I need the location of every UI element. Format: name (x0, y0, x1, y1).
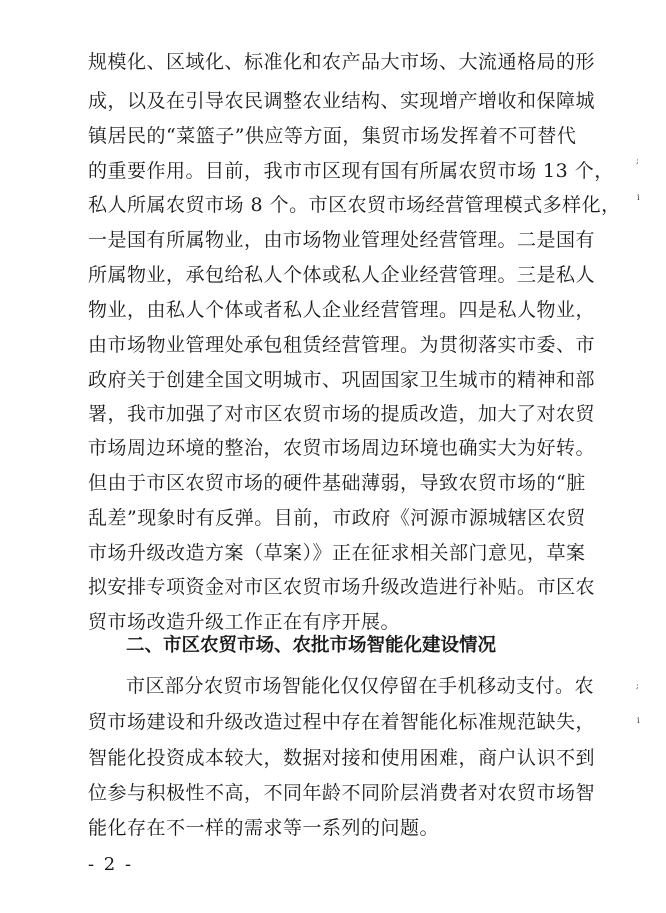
scan-mark: i (637, 716, 640, 725)
text-line: 乱差”现象时有反弹。目前，市政府《河源市源城辖区农贸 (88, 507, 586, 529)
text-line: 规模化、区域化、标准化和农产品大市场、大流通格局的形 (88, 51, 596, 73)
text-line: 物业，由私人个体或者私人企业经营管理。四是私人物业， (88, 299, 596, 321)
scan-mark: ; (636, 681, 639, 690)
text-line: 的重要作用。目前，我市市区现有国有所属农贸市场 13 个， (88, 160, 614, 182)
section-heading: 二、市区农贸市场、农批市场智能化建设情况 (126, 635, 497, 656)
text-line: 成，以及在引导农民调整农业结构、实现增产增收和保障城 (88, 90, 596, 112)
text-line: 市场周边环境的整治，农贸市场周边环境也确实大为好转。 (88, 437, 596, 459)
text-line: 政府关于创建全国文明城市、巩固国家卫生城市的精神和部 (88, 369, 596, 391)
text-line: 拟安排专项资金对市区农贸市场升级改造进行补贴。市区农 (88, 576, 596, 598)
text-line: 私人所属农贸市场 8 个。市区农贸市场经营管理模式多样化， (88, 194, 621, 216)
text-line: 市区部分农贸市场智能化仅仅停留在手机移动支付。农 (126, 675, 595, 697)
text-line: 所属物业，承包给私人个体或私人企业经营管理。三是私人 (88, 264, 596, 286)
text-line: 贸市场改造升级工作正在有序开展。 (88, 611, 401, 633)
text-line: 能化存在不一样的需求等一系列的问题。 (88, 817, 440, 839)
scan-mark: ; (636, 156, 639, 165)
scan-mark: i (637, 193, 640, 202)
text-line: 市场升级改造方案（草案）》正在征求相关部门意见，草案 (88, 542, 586, 564)
text-line: 由市场物业管理处承包租赁经营管理。为贯彻落实市委、市 (88, 334, 596, 356)
text-line: 贸市场建设和升级改造过程中存在着智能化标准规范缺失， (88, 711, 596, 733)
page-number: - 2 - (88, 854, 134, 875)
text-line: 但由于市区农贸市场的硬件基础薄弱，导致农贸市场的“脏 (88, 472, 586, 494)
text-line: 智能化投资成本较大，数据对接和使用困难，商户认识不到 (88, 747, 596, 769)
text-line: 位参与积极性不高，不同年龄不同阶层消费者对农贸市场智 (88, 782, 596, 804)
text-line: 镇居民的“菜篮子”供应等方面，集贸市场发挥着不可替代 (88, 125, 577, 147)
text-line: 署，我市加强了对市区农贸市场的提质改造，加大了对农贸 (88, 403, 596, 425)
text-line: 一是国有所属物业，由市场物业管理处经营管理。二是国有 (88, 229, 596, 251)
